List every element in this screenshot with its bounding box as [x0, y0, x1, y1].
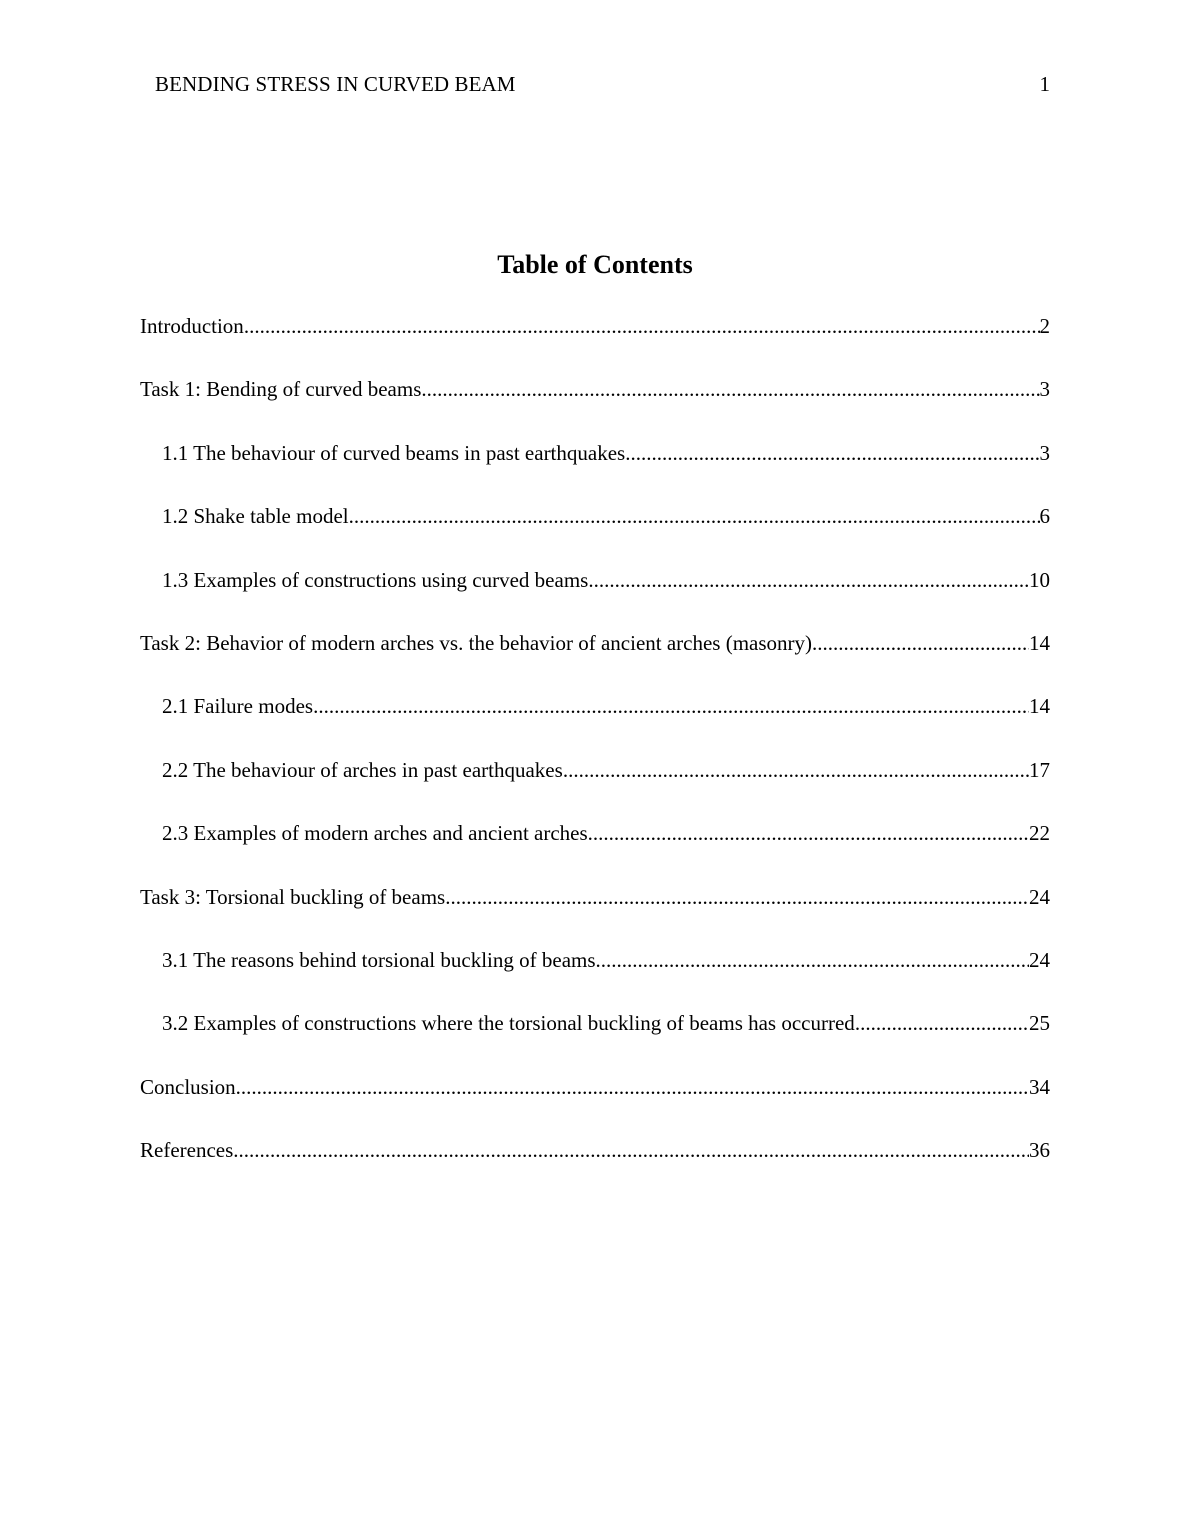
toc-entry-text: 1.1 The behaviour of curved beams in past earthquakes: [162, 440, 626, 465]
toc-entry-page: 3: [1039, 440, 1050, 465]
toc-entry-introduction[interactable]: [140, 311, 1050, 374]
toc-entry-page: 3: [1039, 377, 1050, 402]
toc-entry-text: 2.3 Examples of modern arches and ancient arches: [162, 821, 588, 846]
toc-entry-page: 36: [1029, 1138, 1050, 1163]
toc-entry-text: Conclusion: [140, 1074, 236, 1099]
page-number: 1: [1039, 72, 1050, 96]
toc-dot-leader: [349, 501, 1040, 531]
toc-dot-leader: [596, 945, 1029, 975]
toc-entry-1-2[interactable]: [140, 501, 1050, 564]
toc-title: Table of Contents: [497, 250, 693, 279]
toc-dot-leader: [625, 438, 1039, 468]
toc-list: [140, 311, 1050, 1198]
toc-entry-text: References: [140, 1138, 234, 1163]
toc-entry-page: 17: [1029, 757, 1050, 782]
toc-entry-text: 1.3 Examples of constructions using curved beams: [162, 567, 589, 592]
toc-dot-leader: [313, 691, 1029, 721]
toc-dot-leader: [236, 1072, 1029, 1102]
toc-entry-page: 2: [1039, 314, 1050, 338]
toc-entry-2-3[interactable]: [140, 818, 1050, 881]
toc-entry-text: Task 1: Bending of curved beams: [140, 377, 422, 402]
toc-entry-page: 6: [1039, 504, 1050, 529]
toc-dot-leader: [588, 565, 1029, 595]
toc-entry-page: 22: [1029, 821, 1050, 846]
toc-entry-page: 25: [1029, 1011, 1050, 1036]
toc-entry-page: 14: [1029, 694, 1050, 719]
toc-entry-page: 14: [1029, 630, 1050, 655]
toc-entry-task-2[interactable]: [140, 628, 1050, 691]
toc-entry-task-1[interactable]: [140, 374, 1050, 437]
running-head: BENDING STRESS IN CURVED BEAM: [155, 72, 516, 96]
toc-entry-2-2[interactable]: [140, 755, 1050, 818]
toc-entry-text: Task 3: Torsional buckling of beams: [140, 884, 446, 909]
toc-dot-leader: [812, 628, 1029, 658]
toc-entry-1-3[interactable]: [140, 565, 1050, 628]
toc-entry-text: 3.2 Examples of constructions where the torsional buckling of beams has occurred: [162, 1011, 855, 1036]
toc-dot-leader: [445, 882, 1029, 912]
toc-entry-text: 1.2 Shake table model: [162, 504, 349, 529]
toc-entry-2-1[interactable]: [140, 691, 1050, 754]
toc-entry-text: 3.1 The reasons behind torsional buckling of beams: [162, 947, 596, 972]
toc-entry-3-1[interactable]: [140, 945, 1050, 1008]
toc-dot-leader: [244, 311, 1040, 341]
toc-entry-page: 10: [1029, 567, 1050, 592]
toc-entry-text: Task 2: Behavior of modern arches vs. the behavior of ancient arches (masonry): [140, 630, 813, 655]
toc-entry-conclusion[interactable]: [140, 1072, 1050, 1135]
toc-entry-page: 24: [1029, 884, 1050, 909]
toc-entry-task-3[interactable]: [140, 882, 1050, 945]
toc-entry-references[interactable]: [140, 1135, 1050, 1198]
toc-entry-1-1[interactable]: [140, 438, 1050, 501]
toc-dot-leader: [421, 374, 1039, 404]
toc-entry-page: 24: [1029, 947, 1050, 972]
toc-dot-leader: [855, 1008, 1029, 1038]
toc-entry-text: Introduction: [140, 314, 244, 338]
toc-entry-page: 34: [1029, 1074, 1050, 1099]
toc-dot-leader: [588, 818, 1029, 848]
toc-dot-leader: [233, 1135, 1029, 1165]
toc-entry-text: 2.2 The behaviour of arches in past earthquakes: [162, 757, 563, 782]
toc-entry-text: 2.1 Failure modes: [162, 694, 314, 719]
toc-entry-3-2[interactable]: [140, 1008, 1050, 1071]
toc-dot-leader: [563, 755, 1029, 785]
